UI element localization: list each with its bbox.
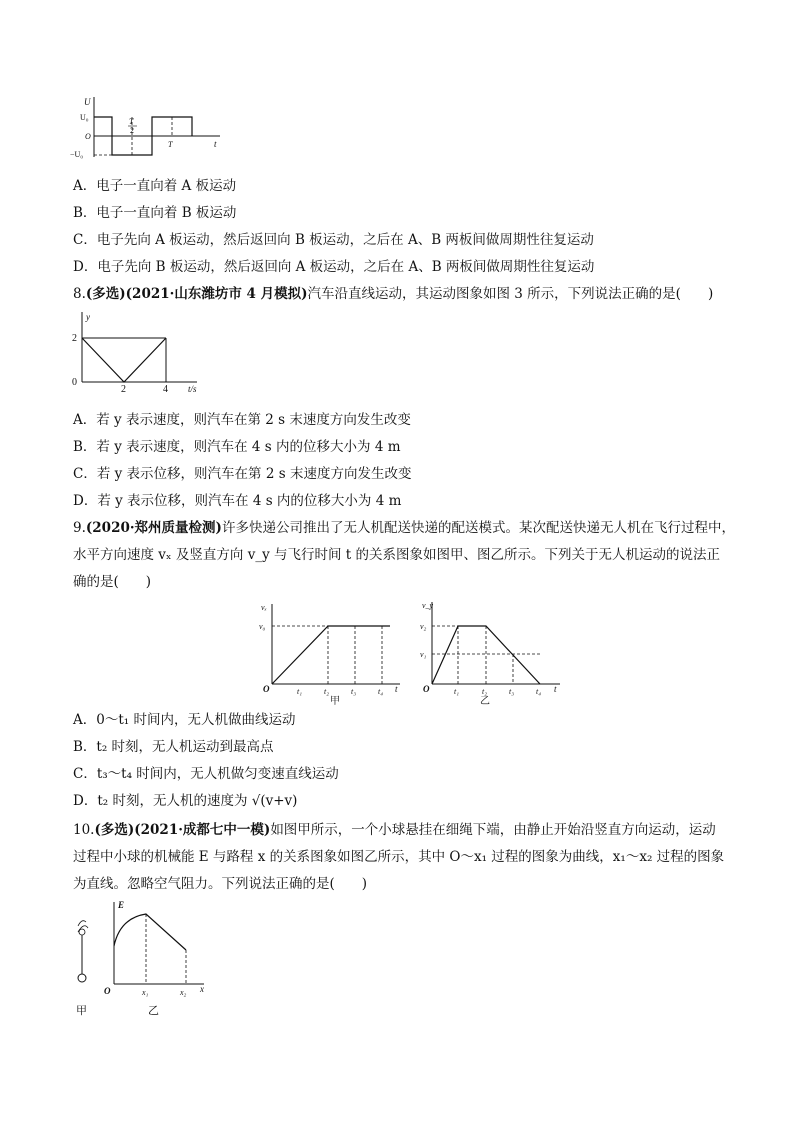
label-O: O xyxy=(423,684,430,694)
option-8a[interactable] xyxy=(73,410,411,430)
option-text: 电子先向 A 板运动，然后返回向 B 板运动，之后在 A、B 两板间做周期性往复运动 xyxy=(96,232,594,248)
option-text: 电子先向 B 板运动，然后返回向 A 板运动，之后在 A、B 两板间做周期性往复运动 xyxy=(97,259,595,275)
option-text: 若 y 表示位移，则汽车在第 2 s 末速度方向发生改变 xyxy=(96,466,412,482)
figure-name-jia: 甲 xyxy=(76,1005,87,1017)
question-text: 为直线。忽略空气阻力。下列说法正确的是( ) xyxy=(73,876,368,892)
label-v0: v₀ xyxy=(259,622,266,631)
label-t4: t₄ xyxy=(378,687,384,696)
option-9a[interactable] xyxy=(73,710,295,730)
label-t: t xyxy=(214,139,217,149)
option-letter: D． xyxy=(73,793,98,809)
label-x1: x₁ xyxy=(142,988,149,997)
label-t3: t₃ xyxy=(351,687,357,696)
label-t2: t₂ xyxy=(482,687,488,696)
label-x2: 2 xyxy=(121,384,126,395)
figure-name-yi: 乙 xyxy=(148,1005,159,1017)
label-O: O xyxy=(263,684,270,694)
figure-vy-t-graph xyxy=(420,600,570,707)
figure-square-wave xyxy=(70,95,230,165)
label-O: O xyxy=(104,986,111,996)
option-letter: A． xyxy=(73,412,97,428)
option-7b[interactable] xyxy=(73,203,236,223)
label-ts: t/s xyxy=(188,384,197,394)
label-x: x xyxy=(200,984,204,994)
ball xyxy=(78,974,86,982)
option-letter: B． xyxy=(73,739,97,755)
question-source-tag: (2020·郑州质量检测) xyxy=(85,520,222,536)
label-t1: t₁ xyxy=(297,687,303,696)
label-y2: 2 xyxy=(72,333,77,344)
question-number: 8. xyxy=(73,286,86,302)
option-letter: A． xyxy=(73,178,97,194)
option-text: 若 y 表示速度，则汽车在 4 s 内的位移大小为 4 m xyxy=(96,439,401,455)
question-10-stem-line1 xyxy=(73,820,716,840)
question-text: 如图甲所示，一个小球悬挂在细绳下端，由静止开始沿竖直方向运动，运动 xyxy=(270,822,716,838)
figure-hanging-ball xyxy=(72,912,102,1022)
label-y: y xyxy=(86,312,90,322)
figure-y-t-graph xyxy=(72,310,212,395)
option-8c[interactable] xyxy=(73,464,411,484)
v-shaped-line xyxy=(82,338,166,382)
label-x2: x₂ xyxy=(180,988,187,997)
label-t: t xyxy=(554,684,557,694)
question-text: 确的是( ) xyxy=(73,574,152,590)
question-9-stem-line3 xyxy=(73,572,151,592)
option-letter: D． xyxy=(73,259,98,275)
vy-line xyxy=(432,626,540,684)
option-letter: B． xyxy=(73,439,97,455)
option-7c[interactable] xyxy=(73,230,594,250)
E-curve xyxy=(114,914,186,950)
figure-name-yi: 乙 xyxy=(480,696,490,707)
question-10-stem-line3 xyxy=(73,874,367,894)
label-T: T xyxy=(168,140,173,149)
option-9c[interactable] xyxy=(73,764,339,784)
question-text: 过程中小球的机械能 E 与路程 x 的关系图象如图乙所示，其中 O～x₁ 过程的图象为曲线，x₁～x₂ 过程的图象 xyxy=(73,849,725,865)
label-t1: t₁ xyxy=(454,687,460,696)
question-source-tag: (多选)(2021·山东潍坊市 4 月模拟) xyxy=(85,286,308,302)
option-letter: C． xyxy=(73,466,97,482)
question-10-stem-line2 xyxy=(73,847,724,867)
figure-E-x-graph xyxy=(104,898,238,1018)
label-t2: t₂ xyxy=(324,687,330,696)
label-vy: v_y xyxy=(422,601,434,610)
question-9-stem-line2 xyxy=(73,545,720,565)
option-letter: A． xyxy=(73,712,97,728)
label-U: U xyxy=(84,97,91,107)
label-v1: v₁ xyxy=(420,650,427,659)
label-t: t xyxy=(395,684,398,694)
option-letter: C． xyxy=(73,232,97,248)
figure-vx-t-graph xyxy=(258,600,408,707)
label-origin: 0 xyxy=(72,377,77,388)
option-7d[interactable] xyxy=(73,257,594,277)
option-text: 若 y 表示速度，则汽车在第 2 s 末速度方向发生改变 xyxy=(96,412,411,428)
option-9d[interactable] xyxy=(73,791,297,811)
label-neg-U0: −U₀ xyxy=(70,150,84,159)
label-U0: U₀ xyxy=(80,113,89,122)
question-text: 许多快递公司推出了无人机配送快递的配送模式。某次配送快递无人机在飞行过程中， xyxy=(221,520,735,536)
label-vx: vₓ xyxy=(261,603,267,612)
question-9-stem-line1 xyxy=(73,518,735,538)
option-8b[interactable] xyxy=(73,437,401,457)
figure-name-jia: 甲 xyxy=(330,696,340,707)
option-letter: C． xyxy=(73,766,97,782)
option-text: 电子一直向着 A 板运动 xyxy=(96,178,237,194)
option-9b[interactable] xyxy=(73,737,274,757)
label-T-num: T xyxy=(129,117,134,126)
question-8-stem xyxy=(73,284,713,304)
option-letter: B． xyxy=(73,205,97,221)
option-text: 若 y 表示位移，则汽车在 4 s 内的位移大小为 4 m xyxy=(97,493,402,509)
option-text: 0～t₁ 时间内，无人机做曲线运动 xyxy=(96,712,296,728)
label-E: E xyxy=(118,900,125,910)
option-text: 电子一直向着 B 板运动 xyxy=(96,205,237,221)
label-x4: 4 xyxy=(163,384,168,395)
question-number: 10. xyxy=(73,822,95,838)
question-source-tag: (多选)(2021·成都七中一模) xyxy=(94,822,271,838)
question-text: 汽车沿直线运动，其运动图象如图 3 所示，下列说法正确的是( ) xyxy=(307,286,714,302)
option-7a[interactable] xyxy=(73,176,236,196)
option-8d[interactable] xyxy=(73,491,401,511)
label-t3: t₃ xyxy=(509,687,515,696)
label-t4: t₄ xyxy=(536,687,542,696)
option-text: t₃～t₄ 时间内，无人机做匀变速直线运动 xyxy=(96,766,339,782)
option-letter: D． xyxy=(73,493,98,509)
option-text: t₂ 时刻，无人机的速度为 √(v+v) xyxy=(97,793,298,809)
vx-line xyxy=(272,626,390,684)
question-number: 9. xyxy=(73,520,86,536)
label-O: O xyxy=(85,132,91,141)
option-text: t₂ 时刻，无人机运动到最高点 xyxy=(96,739,274,755)
label-T-den: 2 xyxy=(130,126,134,135)
question-text: 水平方向速度 vₓ 及竖直方向 v_y 与飞行时间 t 的关系图象如图甲、图乙所示。下列关于无人机运动的说法正 xyxy=(73,547,721,563)
label-v2: v₂ xyxy=(420,622,427,631)
